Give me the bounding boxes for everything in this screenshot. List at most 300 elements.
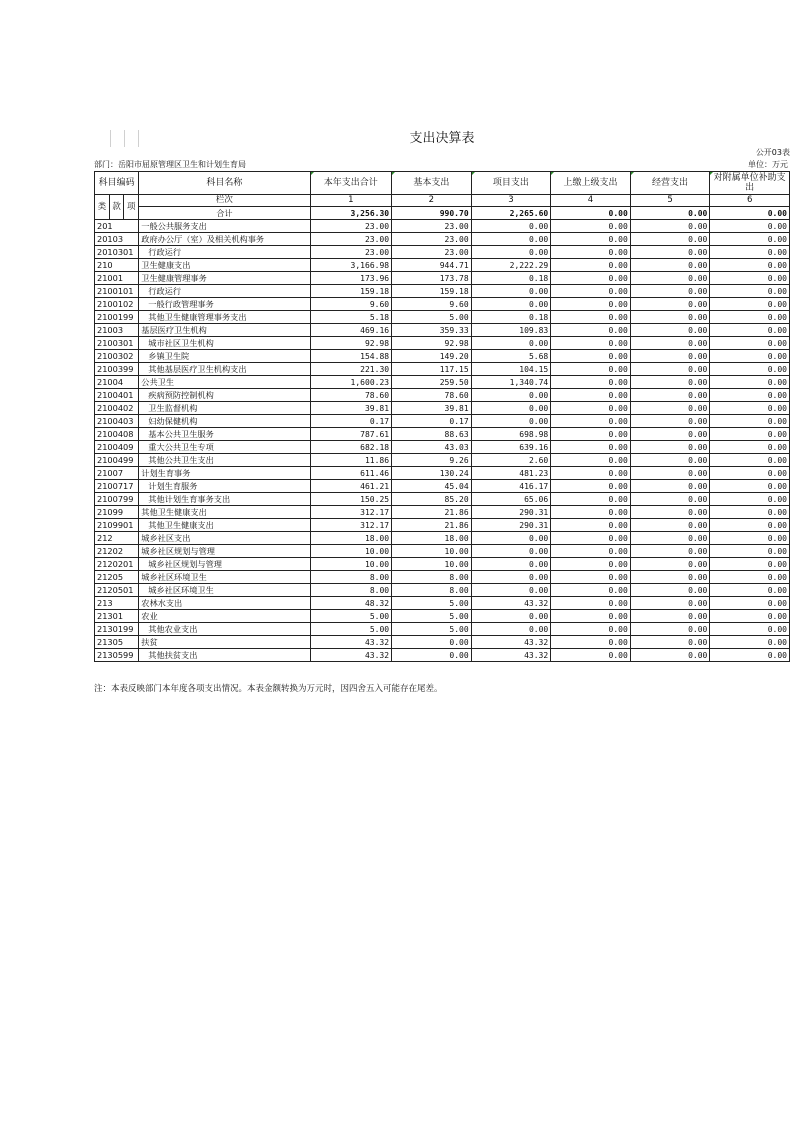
column-number: 1 — [310, 195, 392, 207]
amount-cell: 0.00 — [551, 220, 631, 233]
subject-name: 其他卫生健康管理事务支出 — [139, 311, 310, 324]
table-row — [95, 506, 790, 519]
amount-cell: 0.00 — [710, 623, 790, 636]
column-number: 6 — [710, 195, 790, 207]
amount-cell: 173.96 — [310, 272, 392, 285]
amount-cell: 0.00 — [630, 610, 710, 623]
table-row — [95, 246, 790, 259]
amount-cell: 10.00 — [392, 558, 472, 571]
header-basic: 基本支出 — [392, 172, 472, 195]
amount-cell: 0.00 — [471, 220, 551, 233]
table-row — [95, 324, 790, 337]
amount-cell: 0.00 — [710, 467, 790, 480]
subject-code: 2100301 — [95, 337, 139, 350]
subject-code: 21202 — [95, 545, 139, 558]
subject-code: 2109901 — [95, 519, 139, 532]
subject-code: 2100399 — [95, 363, 139, 376]
amount-cell: 0.00 — [630, 363, 710, 376]
amount-cell: 5.00 — [392, 610, 472, 623]
amount-cell: 0.00 — [471, 246, 551, 259]
amount-cell: 221.30 — [310, 363, 392, 376]
amount-cell: 8.00 — [310, 584, 392, 597]
header-business: 经营支出 — [630, 172, 710, 195]
header-code: 科目编码 — [95, 172, 139, 195]
subject-code: 21001 — [95, 272, 139, 285]
amount-cell: 0.00 — [471, 402, 551, 415]
table-row — [95, 480, 790, 493]
table-row — [95, 389, 790, 402]
table-row — [95, 519, 790, 532]
amount-cell: 11.86 — [310, 454, 392, 467]
amount-cell: 0.00 — [551, 532, 631, 545]
table-row — [95, 259, 790, 272]
subject-name: 城乡社区环境卫生 — [139, 571, 310, 584]
amount-cell: 5.00 — [310, 610, 392, 623]
amount-cell: 0.00 — [551, 649, 631, 662]
amount-cell: 23.00 — [392, 220, 472, 233]
amount-cell: 0.00 — [551, 363, 631, 376]
amount-cell: 359.33 — [392, 324, 472, 337]
amount-cell: 0.00 — [551, 337, 631, 350]
amount-cell: 0.00 — [551, 428, 631, 441]
subject-name: 公共卫生 — [139, 376, 310, 389]
amount-cell: 78.60 — [310, 389, 392, 402]
subject-code: 2100717 — [95, 480, 139, 493]
amount-cell: 0.00 — [551, 246, 631, 259]
gridline — [110, 130, 111, 147]
amount-cell: 0.00 — [710, 649, 790, 662]
amount-cell: 0.00 — [630, 584, 710, 597]
amount-cell: 0.00 — [630, 506, 710, 519]
amount-cell: 117.15 — [392, 363, 472, 376]
amount-cell: 0.00 — [551, 519, 631, 532]
amount-cell: 0.00 — [471, 571, 551, 584]
header-project: 项目支出 — [471, 172, 551, 195]
amount-cell: 43.32 — [471, 636, 551, 649]
header-subsidy: 对附属单位补助支出 — [710, 172, 790, 195]
amount-cell: 0.00 — [630, 571, 710, 584]
department-line — [94, 159, 790, 171]
header-lei: 类 — [95, 195, 110, 220]
amount-cell: 0.00 — [710, 454, 790, 467]
subject-name: 城乡社区支出 — [139, 532, 310, 545]
amount-cell: 21.86 — [392, 506, 472, 519]
amount-cell: 0.00 — [551, 467, 631, 480]
amount-cell: 10.00 — [310, 558, 392, 571]
subject-name: 基本公共卫生服务 — [139, 428, 310, 441]
header-name: 科目名称 — [139, 172, 310, 195]
header-upper: 上缴上级支出 — [551, 172, 631, 195]
table-row — [95, 350, 790, 363]
amount-cell: 0.00 — [710, 363, 790, 376]
table-row — [95, 428, 790, 441]
amount-cell: 88.63 — [392, 428, 472, 441]
department-label: 部门：岳阳市屈原管理区卫生和计划生育局 — [94, 160, 246, 169]
amount-cell: 461.21 — [310, 480, 392, 493]
amount-cell: 0.00 — [471, 285, 551, 298]
amount-cell: 0.00 — [551, 259, 631, 272]
subject-name: 其他扶贫支出 — [139, 649, 310, 662]
amount-cell: 0.00 — [710, 415, 790, 428]
subject-code: 2100409 — [95, 441, 139, 454]
amount-cell: 0.00 — [710, 428, 790, 441]
amount-cell: 0.00 — [551, 324, 631, 337]
amount-cell: 0.00 — [471, 532, 551, 545]
subject-name: 政府办公厅（室）及相关机构事务 — [139, 233, 310, 246]
subject-code: 2100302 — [95, 350, 139, 363]
amount-cell: 0.00 — [630, 376, 710, 389]
subject-name: 计划生育服务 — [139, 480, 310, 493]
subject-name: 一般公共服务支出 — [139, 220, 310, 233]
subject-code: 21305 — [95, 636, 139, 649]
amount-cell: 944.71 — [392, 259, 472, 272]
amount-cell: 0.00 — [392, 649, 472, 662]
amount-cell: 5.00 — [392, 623, 472, 636]
amount-cell: 159.18 — [392, 285, 472, 298]
table-row — [95, 636, 790, 649]
subject-code: 2100499 — [95, 454, 139, 467]
amount-cell: 0.00 — [710, 233, 790, 246]
unit-label: 单位：万元 — [748, 160, 788, 169]
amount-cell: 682.18 — [310, 441, 392, 454]
amount-cell: 0.00 — [630, 389, 710, 402]
header-kuan: 款 — [110, 195, 124, 220]
amount-cell: 787.61 — [310, 428, 392, 441]
amount-cell: 18.00 — [392, 532, 472, 545]
amount-cell: 0.00 — [551, 610, 631, 623]
table-row — [95, 571, 790, 584]
subject-name: 行政运行 — [139, 285, 310, 298]
subject-name: 农业 — [139, 610, 310, 623]
table-row — [95, 311, 790, 324]
amount-cell: 154.88 — [310, 350, 392, 363]
subject-name: 扶贫 — [139, 636, 310, 649]
amount-cell: 0.00 — [392, 636, 472, 649]
subject-code: 212 — [95, 532, 139, 545]
amount-cell: 9.26 — [392, 454, 472, 467]
amount-cell: 0.00 — [551, 415, 631, 428]
amount-cell: 259.50 — [392, 376, 472, 389]
amount-cell: 0.17 — [310, 415, 392, 428]
table-row — [95, 584, 790, 597]
column-number: 2 — [392, 195, 472, 207]
amount-cell: 0.00 — [630, 220, 710, 233]
subject-code: 210 — [95, 259, 139, 272]
amount-cell: 10.00 — [310, 545, 392, 558]
amount-cell: 0.18 — [471, 311, 551, 324]
amount-cell: 0.00 — [630, 285, 710, 298]
subject-name: 农林水支出 — [139, 597, 310, 610]
amount-cell: 0.00 — [551, 597, 631, 610]
amount-cell: 0.00 — [710, 311, 790, 324]
amount-cell: 109.83 — [471, 324, 551, 337]
subject-name: 重大公共卫生专项 — [139, 441, 310, 454]
amount-cell: 0.00 — [551, 402, 631, 415]
table-code: 公开03表 — [755, 148, 790, 157]
subject-code: 2130199 — [95, 623, 139, 636]
amount-cell: 18.00 — [310, 532, 392, 545]
table-row — [95, 415, 790, 428]
amount-cell: 5.00 — [392, 311, 472, 324]
subject-name: 计划生育事务 — [139, 467, 310, 480]
amount-cell: 104.15 — [471, 363, 551, 376]
amount-cell: 0.00 — [710, 441, 790, 454]
amount-cell: 0.00 — [630, 519, 710, 532]
amount-cell: 78.60 — [392, 389, 472, 402]
amount-cell: 0.00 — [551, 558, 631, 571]
subject-name: 一般行政管理事务 — [139, 298, 310, 311]
amount-cell: 39.81 — [310, 402, 392, 415]
amount-cell: 0.00 — [551, 272, 631, 285]
amount-cell: 0.00 — [630, 415, 710, 428]
table-row — [95, 545, 790, 558]
amount-cell: 23.00 — [392, 233, 472, 246]
amount-cell: 43.32 — [471, 649, 551, 662]
amount-cell: 0.00 — [710, 636, 790, 649]
amount-cell: 416.17 — [471, 480, 551, 493]
amount-cell: 0.00 — [471, 623, 551, 636]
amount-cell: 0.00 — [630, 311, 710, 324]
header-row — [95, 172, 790, 195]
amount-cell: 0.00 — [710, 298, 790, 311]
subject-name: 行政运行 — [139, 246, 310, 259]
amount-cell: 43.32 — [310, 636, 392, 649]
amount-cell: 698.98 — [471, 428, 551, 441]
amount-cell: 5.18 — [310, 311, 392, 324]
amount-cell: 23.00 — [310, 233, 392, 246]
subject-name: 城乡社区规划与管理 — [139, 558, 310, 571]
amount-cell: 39.81 — [392, 402, 472, 415]
amount-cell: 0.00 — [630, 636, 710, 649]
amount-cell: 8.00 — [392, 584, 472, 597]
amount-cell: 0.00 — [471, 558, 551, 571]
amount-cell: 0.00 — [551, 571, 631, 584]
subject-name: 卫生监督机构 — [139, 402, 310, 415]
amount-cell: 5.68 — [471, 350, 551, 363]
table-row — [95, 298, 790, 311]
amount-cell: 0.00 — [710, 272, 790, 285]
amount-cell: 0.00 — [710, 324, 790, 337]
amount-cell: 0.00 — [551, 493, 631, 506]
expenditure-table — [94, 171, 790, 662]
amount-cell: 0.00 — [551, 636, 631, 649]
amount-cell: 0.00 — [630, 467, 710, 480]
subject-code: 2120501 — [95, 584, 139, 597]
amount-cell: 0.00 — [630, 259, 710, 272]
amount-cell: 149.20 — [392, 350, 472, 363]
amount-cell: 2.60 — [471, 454, 551, 467]
subject-name: 卫生健康支出 — [139, 259, 310, 272]
amount-cell: 0.00 — [471, 337, 551, 350]
amount-cell: 0.00 — [710, 584, 790, 597]
amount-cell: 0.00 — [630, 337, 710, 350]
amount-cell: 92.98 — [392, 337, 472, 350]
amount-cell: 3,166.98 — [310, 259, 392, 272]
table-row — [95, 363, 790, 376]
total-value: 0.00 — [710, 207, 790, 220]
table-row — [95, 649, 790, 662]
subject-code: 21301 — [95, 610, 139, 623]
amount-cell: 0.00 — [551, 350, 631, 363]
amount-cell: 0.00 — [710, 558, 790, 571]
subject-name: 妇幼保健机构 — [139, 415, 310, 428]
amount-cell: 611.46 — [310, 467, 392, 480]
amount-cell: 2,222.29 — [471, 259, 551, 272]
amount-cell: 0.00 — [551, 454, 631, 467]
amount-cell: 130.24 — [392, 467, 472, 480]
amount-cell: 45.04 — [392, 480, 472, 493]
amount-cell: 0.00 — [630, 402, 710, 415]
amount-cell: 0.00 — [710, 350, 790, 363]
amount-cell: 0.00 — [710, 519, 790, 532]
amount-cell: 0.00 — [710, 493, 790, 506]
subject-code: 20103 — [95, 233, 139, 246]
amount-cell: 0.00 — [710, 545, 790, 558]
amount-cell: 639.16 — [471, 441, 551, 454]
subject-name: 其他农业支出 — [139, 623, 310, 636]
table-row — [95, 597, 790, 610]
amount-cell: 9.60 — [310, 298, 392, 311]
amount-cell: 9.60 — [392, 298, 472, 311]
amount-cell: 0.00 — [630, 493, 710, 506]
subject-code: 2100403 — [95, 415, 139, 428]
amount-cell: 0.00 — [710, 220, 790, 233]
amount-cell: 290.31 — [471, 519, 551, 532]
table-row — [95, 532, 790, 545]
amount-cell: 48.32 — [310, 597, 392, 610]
subject-code: 2010301 — [95, 246, 139, 259]
total-value: 990.70 — [392, 207, 472, 220]
header-column-no: 栏次 — [139, 195, 310, 207]
table-row — [95, 441, 790, 454]
amount-cell: 43.03 — [392, 441, 472, 454]
amount-cell: 0.00 — [630, 597, 710, 610]
amount-cell: 0.00 — [551, 298, 631, 311]
amount-cell: 0.00 — [710, 506, 790, 519]
subject-name: 城乡社区环境卫生 — [139, 584, 310, 597]
subject-name: 其他卫生健康支出 — [139, 506, 310, 519]
table-title: 支出决算表 — [409, 131, 475, 146]
amount-cell: 21.86 — [392, 519, 472, 532]
amount-cell: 23.00 — [310, 220, 392, 233]
amount-cell: 10.00 — [392, 545, 472, 558]
subject-name: 城乡社区规划与管理 — [139, 545, 310, 558]
table-note: 注：本表反映部门本年度各项支出情况。本表金额转换为万元时，因四舍五入可能存在尾差。 — [94, 684, 443, 694]
amount-cell: 0.00 — [551, 285, 631, 298]
column-number-row — [95, 195, 790, 207]
amount-cell: 0.00 — [630, 545, 710, 558]
amount-cell: 0.18 — [471, 272, 551, 285]
amount-cell: 0.00 — [551, 376, 631, 389]
subject-code: 213 — [95, 597, 139, 610]
amount-cell: 0.00 — [630, 324, 710, 337]
amount-cell: 0.00 — [630, 298, 710, 311]
amount-cell: 0.00 — [471, 233, 551, 246]
amount-cell: 0.00 — [710, 610, 790, 623]
amount-cell: 43.32 — [471, 597, 551, 610]
amount-cell: 0.00 — [630, 454, 710, 467]
subject-name: 其他计划生育事务支出 — [139, 493, 310, 506]
total-value: 2,265.60 — [471, 207, 551, 220]
amount-cell: 0.00 — [630, 350, 710, 363]
amount-cell: 1,600.23 — [310, 376, 392, 389]
amount-cell: 8.00 — [310, 571, 392, 584]
table-row — [95, 233, 790, 246]
amount-cell: 0.00 — [471, 298, 551, 311]
amount-cell: 0.00 — [630, 246, 710, 259]
subject-code: 21007 — [95, 467, 139, 480]
subject-code: 2100401 — [95, 389, 139, 402]
amount-cell: 0.00 — [710, 402, 790, 415]
subject-code: 2100402 — [95, 402, 139, 415]
column-number: 3 — [471, 195, 551, 207]
total-value: 3,256.30 — [310, 207, 392, 220]
amount-cell: 0.00 — [630, 428, 710, 441]
amount-cell: 0.00 — [551, 389, 631, 402]
table-row — [95, 558, 790, 571]
total-value: 0.00 — [551, 207, 631, 220]
amount-cell: 0.00 — [710, 246, 790, 259]
amount-cell: 0.00 — [551, 584, 631, 597]
table-row — [95, 493, 790, 506]
subject-code: 2100102 — [95, 298, 139, 311]
amount-cell: 0.00 — [551, 623, 631, 636]
amount-cell: 0.00 — [551, 480, 631, 493]
amount-cell: 5.00 — [392, 597, 472, 610]
amount-cell: 0.00 — [630, 532, 710, 545]
amount-cell: 0.00 — [471, 389, 551, 402]
subject-name: 基层医疗卫生机构 — [139, 324, 310, 337]
amount-cell: 312.17 — [310, 519, 392, 532]
amount-cell: 0.00 — [551, 506, 631, 519]
table-row — [95, 454, 790, 467]
amount-cell: 92.98 — [310, 337, 392, 350]
table-row — [95, 220, 790, 233]
amount-cell: 0.00 — [630, 272, 710, 285]
amount-cell: 0.00 — [551, 233, 631, 246]
amount-cell: 0.00 — [710, 337, 790, 350]
amount-cell: 0.00 — [710, 480, 790, 493]
subject-code: 2120201 — [95, 558, 139, 571]
gridline — [138, 130, 139, 147]
amount-cell: 23.00 — [310, 246, 392, 259]
table-row — [95, 610, 790, 623]
amount-cell: 0.00 — [551, 311, 631, 324]
amount-cell: 481.23 — [471, 467, 551, 480]
amount-cell: 65.06 — [471, 493, 551, 506]
subject-name: 城市社区卫生机构 — [139, 337, 310, 350]
subject-name: 疾病预防控制机构 — [139, 389, 310, 402]
amount-cell: 0.00 — [710, 376, 790, 389]
amount-cell: 0.00 — [630, 623, 710, 636]
subject-code: 2130599 — [95, 649, 139, 662]
subject-code: 2100199 — [95, 311, 139, 324]
subject-name: 卫生健康管理事务 — [139, 272, 310, 285]
amount-cell: 0.00 — [630, 441, 710, 454]
amount-cell: 0.00 — [551, 545, 631, 558]
header-xiang: 项 — [124, 195, 139, 220]
amount-cell: 0.00 — [630, 649, 710, 662]
amount-cell: 0.17 — [392, 415, 472, 428]
amount-cell: 469.16 — [310, 324, 392, 337]
amount-cell: 0.00 — [710, 571, 790, 584]
subject-name: 乡镇卫生院 — [139, 350, 310, 363]
total-value: 0.00 — [630, 207, 710, 220]
amount-cell: 0.00 — [710, 389, 790, 402]
amount-cell: 290.31 — [471, 506, 551, 519]
table-row — [95, 337, 790, 350]
amount-cell: 0.00 — [710, 532, 790, 545]
